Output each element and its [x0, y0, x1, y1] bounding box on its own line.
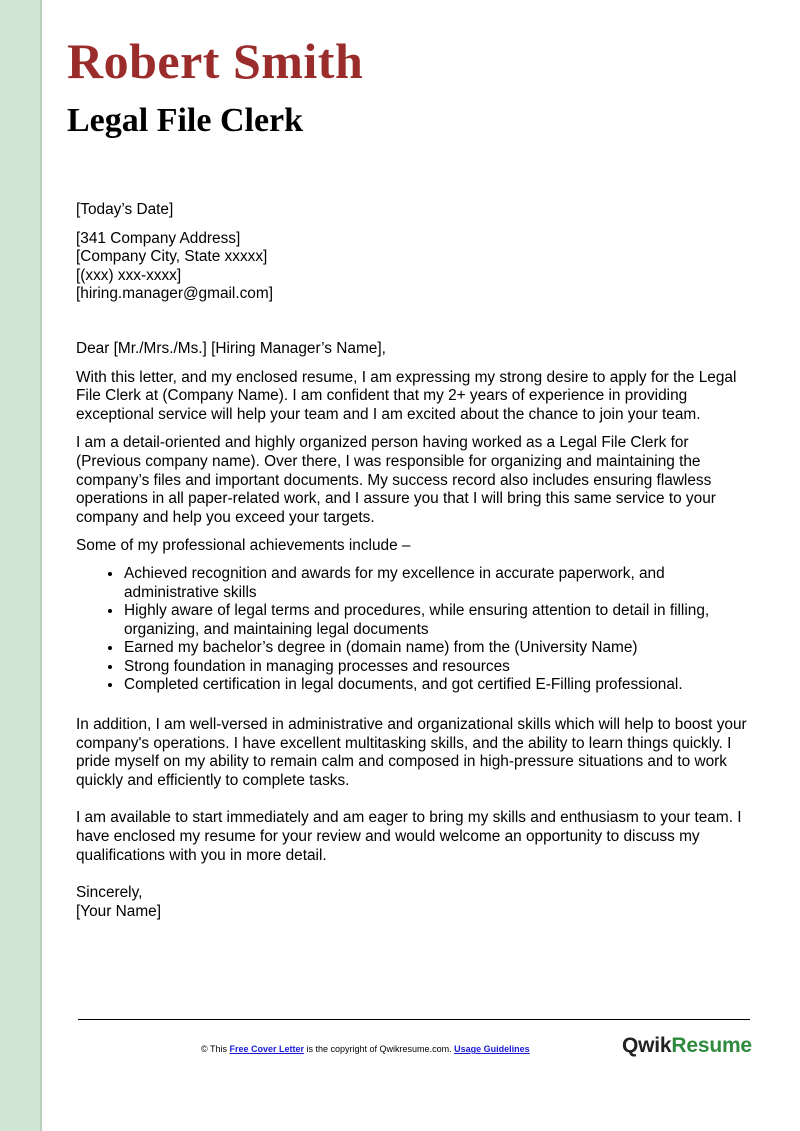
signoff: Sincerely,: [76, 884, 143, 902]
letter-date: [Today’s Date]: [76, 201, 174, 218]
free-cover-letter-link[interactable]: Free Cover Letter: [229, 1044, 305, 1054]
qwikresume-logo[interactable]: [622, 1033, 752, 1059]
decorative-sidebar: [0, 0, 42, 1131]
paragraph-availability: I am available to start immediately and am eager to bring my skills and enthusiasm to your team. I have enclosed my resume for your review and would welcome an opportunity to discuss my qualifications with you in more detail.: [76, 809, 742, 864]
footer-copyright: [201, 1043, 530, 1055]
footer-divider: [78, 1019, 750, 1020]
footer-prefix: © This: [201, 1044, 230, 1054]
achievements-list: [76, 565, 756, 695]
letter-body: [76, 201, 756, 921]
paragraph-skills: In addition, I am well-versed in administrative and organizational skills which will help to boost your company's operations. I have excellent multitasking skills, and the ability to learn things quickly. I pride myself on my ability to remain calm and composed in high-pressure situations and to work quickly and efficiently to complete tasks.: [76, 716, 747, 789]
recipient-address: [76, 230, 756, 304]
logo-qwik: Qwik: [622, 1034, 672, 1057]
list-item: • Highly aware of legal terms and procedures, while ensuring attention to detail in filling, organizing, and maintaining legal documents: [123, 602, 756, 639]
signature: [Your Name]: [76, 902, 161, 920]
job-title: Legal File Clerk: [67, 102, 304, 139]
list-item: • Achieved recognition and awards for my excellence in accurate paperwork, and administrative skills: [123, 565, 756, 602]
achievements-intro: Some of my professional achievements include –: [76, 537, 411, 555]
candidate-name: Robert Smith: [67, 33, 364, 89]
list-item: • Earned my bachelor’s degree in (domain name) from the (University Name): [123, 639, 756, 658]
paragraph-intro: With this letter, and my enclosed resume, I am expressing my strong desire to apply for the Legal File Clerk at (Company Name). I am confident that my 2+ years of experience in providing exceptional service will help your team and I am excited about the chance to join your team.: [76, 368, 737, 423]
list-item: • Completed certification in legal documents, and got certified E-Filling professional.: [123, 676, 756, 695]
address-line: [hiring.manager@gmail.com]: [76, 285, 273, 303]
usage-guidelines-link[interactable]: Usage Guidelines: [454, 1044, 530, 1054]
logo-resume: Resume: [671, 1034, 752, 1057]
address-line: [Company City, State xxxxx]: [76, 248, 268, 266]
address-line: [341 Company Address]: [76, 229, 241, 247]
paragraph-experience: I am a detail-oriented and highly organized person having worked as a Legal File Clerk for (Previous company name). Over there, I was responsible for organizing and maintaining the company’s files and important documents. My success record also includes ensuring flawless operations in all paper-related work, and I assure you that I will bring this same service to your company and help you exceed your targets.: [76, 434, 716, 526]
list-item: • Strong foundation in managing processes and resources: [123, 658, 756, 677]
greeting: Dear [Mr./Mrs./Ms.] [Hiring Manager’s Name],: [76, 339, 386, 357]
footer-middle: is the copyright of Qwikresume.com.: [304, 1044, 455, 1054]
address-line: [(xxx) xxx-xxxx]: [76, 266, 182, 284]
